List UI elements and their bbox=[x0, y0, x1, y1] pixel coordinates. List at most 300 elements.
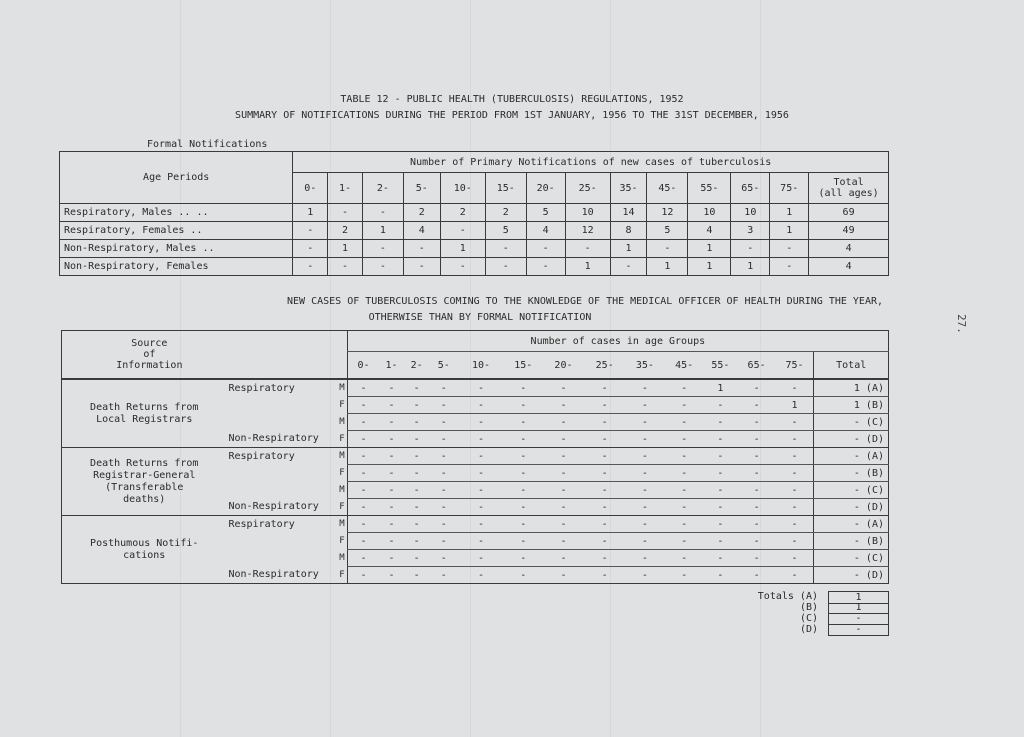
table-cell: - bbox=[404, 414, 430, 431]
table-cell: - bbox=[625, 533, 665, 550]
table-cell: - bbox=[347, 533, 379, 550]
sex-label: F bbox=[339, 536, 345, 546]
table-cell: 10 bbox=[688, 204, 731, 222]
table-cell: - bbox=[504, 482, 542, 499]
totals-label: (B) bbox=[799, 602, 818, 613]
table-cell: - bbox=[703, 482, 737, 499]
table-cell: - bbox=[379, 431, 403, 448]
table-cell: - bbox=[485, 240, 526, 258]
table-cell: 10 bbox=[731, 204, 770, 222]
table-cell: - bbox=[458, 397, 504, 414]
table-cell: - bbox=[737, 533, 775, 550]
table-cell: - bbox=[404, 499, 430, 516]
row-total: - (C) bbox=[814, 414, 889, 431]
table-cell: 1 bbox=[688, 240, 731, 258]
table-cell: - bbox=[347, 482, 379, 499]
table-cell: - bbox=[776, 567, 814, 584]
table-cell: - bbox=[665, 533, 703, 550]
table-cell: - bbox=[737, 550, 775, 567]
table-cell: - bbox=[458, 414, 504, 431]
table-cell: - bbox=[665, 516, 703, 533]
table-cell: - bbox=[404, 465, 430, 482]
row-total: 1 (A) bbox=[814, 379, 889, 397]
table-cell: - bbox=[665, 379, 703, 397]
table-cell: - bbox=[430, 465, 458, 482]
table-cell: - bbox=[703, 499, 737, 516]
table-row bbox=[60, 258, 889, 276]
table-cell: - bbox=[703, 550, 737, 567]
table-cell: - bbox=[737, 431, 775, 448]
table-cell: - bbox=[347, 499, 379, 516]
row-total: - (B) bbox=[814, 465, 889, 482]
table-cell: 2 bbox=[328, 222, 363, 240]
table-cell: 1 bbox=[362, 222, 403, 240]
table-cell: 1 bbox=[565, 258, 610, 276]
row-total: 4 bbox=[809, 240, 889, 258]
age-column-header: 2- bbox=[362, 173, 403, 204]
table-cell: - bbox=[458, 431, 504, 448]
other-notifications-table bbox=[61, 330, 889, 584]
table-cell: - bbox=[379, 482, 403, 499]
table-subtitle: SUMMARY OF NOTIFICATIONS DURING THE PERIOD FROM 1ST JANUARY, 1956 TO THE 31ST DECEMBER, 1956 bbox=[235, 110, 789, 121]
row-label: Non-Respiratory, Females bbox=[60, 258, 293, 276]
table-cell: - bbox=[347, 448, 379, 465]
sex-label: F bbox=[321, 431, 347, 448]
age-column-header: 0- bbox=[347, 352, 379, 380]
table-cell: - bbox=[379, 550, 403, 567]
table-cell: - bbox=[776, 414, 814, 431]
table-row bbox=[62, 379, 889, 397]
table-cell: - bbox=[485, 258, 526, 276]
row-total: 49 bbox=[809, 222, 889, 240]
sex-label: F bbox=[339, 468, 345, 478]
table-cell: - bbox=[430, 516, 458, 533]
table-cell: - bbox=[347, 465, 379, 482]
table-cell: - bbox=[665, 431, 703, 448]
table-cell: - bbox=[776, 465, 814, 482]
row-total: - (B) bbox=[814, 533, 889, 550]
sex-label: F bbox=[321, 567, 347, 584]
table-cell: - bbox=[776, 550, 814, 567]
table-cell: - bbox=[625, 448, 665, 465]
table-cell: - bbox=[328, 258, 363, 276]
case-type: Non-Respiratory bbox=[226, 499, 321, 516]
table-cell: - bbox=[665, 550, 703, 567]
formal-notifications-label: Formal Notifications bbox=[147, 139, 268, 150]
table-cell: - bbox=[585, 516, 625, 533]
table-cell: - bbox=[293, 222, 328, 240]
table-cell: 10 bbox=[565, 204, 610, 222]
table-cell: 5 bbox=[647, 222, 688, 240]
age-column-header: 10- bbox=[458, 352, 504, 380]
totals-label: Totals (A) bbox=[757, 591, 818, 602]
table-cell: - bbox=[347, 516, 379, 533]
table-cell: - bbox=[430, 448, 458, 465]
table-cell: - bbox=[585, 499, 625, 516]
table-cell: 5 bbox=[485, 222, 526, 240]
table-cell: - bbox=[585, 567, 625, 584]
table-cell: 1 bbox=[703, 379, 737, 397]
table-cell: - bbox=[458, 516, 504, 533]
section-heading: NEW CASES OF TUBERCULOSIS COMING TO THE KNOWLEDGE OF THE MEDICAL OFFICER OF HEALTH DURING THE YEAR, bbox=[286, 296, 884, 307]
table-cell: - bbox=[379, 533, 403, 550]
age-column-header: 55- bbox=[703, 352, 737, 380]
table-cell: - bbox=[458, 482, 504, 499]
case-type bbox=[226, 397, 321, 414]
totals-label: (D) bbox=[799, 624, 818, 635]
table-cell: - bbox=[379, 379, 403, 397]
table-cell: - bbox=[776, 431, 814, 448]
table-cell: - bbox=[665, 414, 703, 431]
sex-label: M bbox=[339, 553, 345, 563]
age-periods-header: Age Periods bbox=[60, 152, 293, 204]
table-cell: - bbox=[565, 240, 610, 258]
table-cell: - bbox=[665, 448, 703, 465]
table-cell: 2 bbox=[440, 204, 485, 222]
table-cell: - bbox=[404, 567, 430, 584]
table-cell: - bbox=[625, 465, 665, 482]
case-type: Non-Respiratory bbox=[226, 431, 321, 448]
age-column-header: 10- bbox=[440, 173, 485, 204]
table-cell: - bbox=[404, 482, 430, 499]
case-type bbox=[226, 482, 321, 499]
table-cell: - bbox=[504, 397, 542, 414]
table-cell: - bbox=[526, 240, 565, 258]
table-cell: - bbox=[504, 567, 542, 584]
table-cell: - bbox=[379, 567, 403, 584]
row-total: - (D) bbox=[814, 499, 889, 516]
table-cell: - bbox=[610, 258, 647, 276]
table-cell: 1 bbox=[647, 258, 688, 276]
age-column-header: 1- bbox=[328, 173, 363, 204]
table-cell: 8 bbox=[610, 222, 647, 240]
row-total: 4 bbox=[809, 258, 889, 276]
table-cell: - bbox=[542, 414, 584, 431]
table-cell: - bbox=[585, 431, 625, 448]
table-cell: - bbox=[703, 567, 737, 584]
row-label: Respiratory, Males .. .. bbox=[60, 204, 293, 222]
table-cell: - bbox=[625, 550, 665, 567]
table-cell: - bbox=[379, 414, 403, 431]
table-cell: - bbox=[665, 567, 703, 584]
table-title: TABLE 12 - PUBLIC HEALTH (TUBERCULOSIS) REGULATIONS, 1952 bbox=[340, 94, 684, 105]
row-total: - (A) bbox=[814, 516, 889, 533]
age-column-header: 25- bbox=[565, 173, 610, 204]
source-header: Source of Information bbox=[62, 331, 348, 380]
table-cell: 1 bbox=[688, 258, 731, 276]
table-cell: 4 bbox=[688, 222, 731, 240]
table-row bbox=[60, 240, 889, 258]
totals-value: - bbox=[828, 613, 889, 625]
age-column-header: 75- bbox=[776, 352, 814, 380]
case-type: Respiratory bbox=[228, 518, 295, 530]
sex-label: M bbox=[339, 485, 345, 495]
case-type bbox=[226, 533, 321, 550]
age-column-header: 0- bbox=[293, 173, 328, 204]
sex-label: M bbox=[339, 383, 345, 394]
age-column-header: 1- bbox=[379, 352, 403, 380]
table-cell: - bbox=[379, 397, 403, 414]
table-cell: - bbox=[430, 567, 458, 584]
table-cell: - bbox=[585, 550, 625, 567]
table-cell: - bbox=[585, 379, 625, 397]
table-cell: - bbox=[585, 482, 625, 499]
page-number: 27. bbox=[955, 314, 968, 334]
sex-label: F bbox=[339, 400, 345, 410]
totals-value: 1 bbox=[828, 591, 889, 604]
table-cell: - bbox=[703, 397, 737, 414]
row-total: 69 bbox=[809, 204, 889, 222]
table-cell: - bbox=[542, 550, 584, 567]
case-type bbox=[226, 550, 321, 567]
table-cell: 4 bbox=[403, 222, 440, 240]
section-subheading: OTHERWISE THAN BY FORMAL NOTIFICATION bbox=[368, 312, 592, 323]
sex-label: M bbox=[339, 519, 345, 530]
table-cell: - bbox=[776, 516, 814, 533]
table-cell: - bbox=[504, 414, 542, 431]
table-cell: - bbox=[776, 499, 814, 516]
table-cell: - bbox=[526, 258, 565, 276]
case-type: Respiratory bbox=[228, 450, 295, 462]
table-cell: - bbox=[430, 482, 458, 499]
table-cell: 2 bbox=[403, 204, 440, 222]
table-cell: - bbox=[542, 499, 584, 516]
table-cell: 1 bbox=[731, 258, 770, 276]
table-cell: - bbox=[625, 379, 665, 397]
table-cell: - bbox=[665, 482, 703, 499]
sex-label: F bbox=[321, 499, 347, 516]
table-row bbox=[62, 516, 889, 533]
age-column-header: 45- bbox=[647, 173, 688, 204]
row-total: - (C) bbox=[814, 482, 889, 499]
table-cell: - bbox=[770, 258, 809, 276]
source-label: Death Returns from Registrar-General (Transferable deaths) bbox=[62, 448, 227, 516]
table-cell: - bbox=[625, 431, 665, 448]
table-cell: - bbox=[504, 533, 542, 550]
age-column-header: 15- bbox=[485, 173, 526, 204]
age-column-header: 20- bbox=[542, 352, 584, 380]
row-label: Non-Respiratory, Males .. bbox=[60, 240, 293, 258]
table-cell: - bbox=[737, 414, 775, 431]
table-cell: - bbox=[504, 465, 542, 482]
total-column-header: Total bbox=[814, 352, 889, 380]
table-cell: - bbox=[430, 414, 458, 431]
table-cell: 1 bbox=[776, 397, 814, 414]
table-cell: - bbox=[379, 516, 403, 533]
table-cell: - bbox=[703, 465, 737, 482]
row-total: - (D) bbox=[814, 567, 889, 584]
totals-value: 1 bbox=[828, 602, 889, 614]
table-cell: - bbox=[347, 431, 379, 448]
table-cell: - bbox=[430, 533, 458, 550]
table-cell: - bbox=[737, 516, 775, 533]
table-cell: - bbox=[585, 397, 625, 414]
table-cell: 1 bbox=[440, 240, 485, 258]
table-cell: 3 bbox=[731, 222, 770, 240]
row-total: - (C) bbox=[814, 550, 889, 567]
case-type bbox=[226, 414, 321, 431]
age-column-header: 55- bbox=[688, 173, 731, 204]
table-cell: - bbox=[647, 240, 688, 258]
table-cell: - bbox=[403, 240, 440, 258]
age-column-header: 65- bbox=[737, 352, 775, 380]
table-cell: - bbox=[504, 431, 542, 448]
table-cell: - bbox=[542, 448, 584, 465]
table-cell: - bbox=[625, 482, 665, 499]
age-column-header: 35- bbox=[610, 173, 647, 204]
table-cell: - bbox=[737, 482, 775, 499]
table-cell: - bbox=[347, 567, 379, 584]
table-cell: - bbox=[458, 499, 504, 516]
case-type bbox=[226, 465, 321, 482]
age-column-header: 35- bbox=[625, 352, 665, 380]
table-cell: - bbox=[347, 397, 379, 414]
table-cell: - bbox=[458, 465, 504, 482]
table-cell: - bbox=[542, 482, 584, 499]
table-cell: - bbox=[504, 550, 542, 567]
table-cell: - bbox=[703, 533, 737, 550]
table-cell: - bbox=[430, 379, 458, 397]
table-cell: - bbox=[542, 431, 584, 448]
table-cell: - bbox=[504, 516, 542, 533]
table-cell: - bbox=[542, 516, 584, 533]
table-cell: - bbox=[347, 550, 379, 567]
table-cell: - bbox=[379, 499, 403, 516]
table-cell: - bbox=[625, 499, 665, 516]
table-cell: - bbox=[404, 550, 430, 567]
table-cell: - bbox=[379, 448, 403, 465]
table-cell: - bbox=[347, 379, 379, 397]
table-cell: - bbox=[585, 533, 625, 550]
table-cell: - bbox=[458, 533, 504, 550]
table-cell: - bbox=[770, 240, 809, 258]
table-cell: 2 bbox=[485, 204, 526, 222]
table-cell: - bbox=[625, 414, 665, 431]
table-cell: - bbox=[542, 465, 584, 482]
table-cell: - bbox=[404, 397, 430, 414]
table-cell: - bbox=[347, 414, 379, 431]
table-cell: - bbox=[542, 379, 584, 397]
sex-label: M bbox=[339, 451, 345, 462]
age-column-header: 45- bbox=[665, 352, 703, 380]
table-cell: - bbox=[293, 258, 328, 276]
age-column-header: 20- bbox=[526, 173, 565, 204]
table-cell: - bbox=[440, 258, 485, 276]
table-row bbox=[62, 448, 889, 465]
table-cell: - bbox=[458, 379, 504, 397]
table-cell: 4 bbox=[526, 222, 565, 240]
formal-notifications-table bbox=[59, 151, 889, 276]
table-cell: - bbox=[430, 397, 458, 414]
table-cell: 12 bbox=[565, 222, 610, 240]
table-cell: - bbox=[404, 516, 430, 533]
table-cell: - bbox=[625, 516, 665, 533]
table-cell: - bbox=[776, 533, 814, 550]
age-column-header: 5- bbox=[430, 352, 458, 380]
sex-label: M bbox=[339, 417, 345, 427]
row-total: - (A) bbox=[814, 448, 889, 465]
totals-value: - bbox=[828, 624, 889, 636]
source-label: Posthumous Notifi- cations bbox=[62, 516, 227, 584]
case-type: Respiratory bbox=[228, 382, 295, 394]
table-cell: - bbox=[585, 414, 625, 431]
table-header-row bbox=[60, 152, 889, 173]
table-cell: 12 bbox=[647, 204, 688, 222]
table-cell: - bbox=[458, 567, 504, 584]
table-cell: - bbox=[542, 533, 584, 550]
table-cell: - bbox=[458, 550, 504, 567]
table-cell: 1 bbox=[770, 222, 809, 240]
table-cell: - bbox=[703, 448, 737, 465]
table-cell: - bbox=[404, 533, 430, 550]
age-column-header: 25- bbox=[585, 352, 625, 380]
table-cell: - bbox=[776, 379, 814, 397]
table-cell: 1 bbox=[770, 204, 809, 222]
table-cell: - bbox=[737, 448, 775, 465]
age-column-header: 65- bbox=[731, 173, 770, 204]
table-cell: - bbox=[504, 379, 542, 397]
table-cell: - bbox=[379, 465, 403, 482]
table-cell: - bbox=[328, 204, 363, 222]
table-cell: - bbox=[362, 258, 403, 276]
table-cell: - bbox=[403, 258, 440, 276]
table-cell: - bbox=[585, 448, 625, 465]
total-column-header: Total (all ages) bbox=[809, 173, 889, 204]
table-cell: - bbox=[665, 397, 703, 414]
table-cell: - bbox=[776, 482, 814, 499]
table-cell: - bbox=[625, 567, 665, 584]
table-cell: - bbox=[625, 397, 665, 414]
group-header: Number of cases in age Groups bbox=[347, 331, 888, 352]
table-row bbox=[60, 204, 889, 222]
table-cell: - bbox=[737, 567, 775, 584]
table-cell: 1 bbox=[610, 240, 647, 258]
group-header: Number of Primary Notifications of new cases of tuberculosis bbox=[293, 152, 889, 173]
table-cell: - bbox=[404, 431, 430, 448]
table-cell: - bbox=[404, 448, 430, 465]
table-cell: - bbox=[737, 379, 775, 397]
table-cell: - bbox=[737, 499, 775, 516]
table-cell: 14 bbox=[610, 204, 647, 222]
table-row bbox=[60, 222, 889, 240]
case-type: Non-Respiratory bbox=[226, 567, 321, 584]
table-header-row bbox=[62, 331, 889, 352]
table-cell: - bbox=[703, 431, 737, 448]
table-cell: - bbox=[504, 448, 542, 465]
table-cell: - bbox=[430, 550, 458, 567]
table-cell: - bbox=[430, 499, 458, 516]
table-cell: - bbox=[293, 240, 328, 258]
row-total: 1 (B) bbox=[814, 397, 889, 414]
table-cell: - bbox=[665, 465, 703, 482]
age-column-header: 5- bbox=[403, 173, 440, 204]
table-cell: - bbox=[585, 465, 625, 482]
source-label: Death Returns from Local Registrars bbox=[62, 379, 227, 448]
table-cell: - bbox=[703, 414, 737, 431]
table-cell: - bbox=[737, 397, 775, 414]
table-cell: - bbox=[440, 222, 485, 240]
table-cell: 1 bbox=[328, 240, 363, 258]
age-column-header: 75- bbox=[770, 173, 809, 204]
table-cell: - bbox=[542, 567, 584, 584]
table-cell: - bbox=[737, 465, 775, 482]
table-cell: 1 bbox=[293, 204, 328, 222]
table-cell: - bbox=[776, 448, 814, 465]
table-cell: - bbox=[665, 499, 703, 516]
table-cell: - bbox=[404, 379, 430, 397]
row-label: Respiratory, Females .. bbox=[60, 222, 293, 240]
table-cell: - bbox=[542, 397, 584, 414]
